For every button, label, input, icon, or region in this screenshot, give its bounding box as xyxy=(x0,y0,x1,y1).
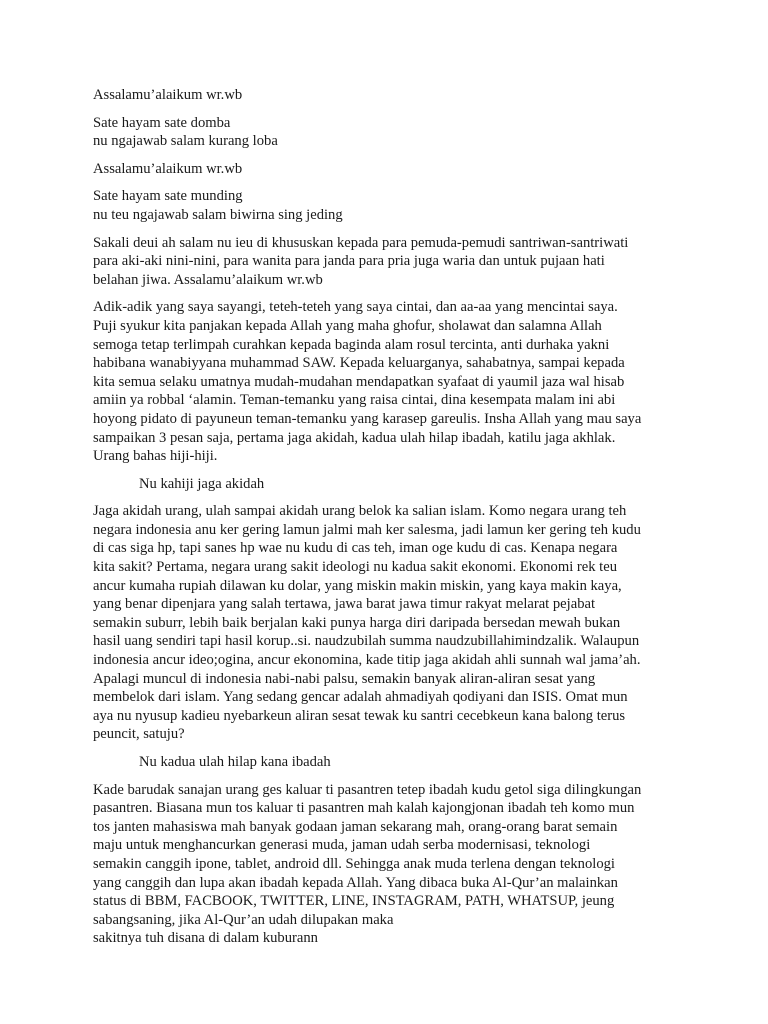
paragraph xyxy=(93,298,693,465)
text-line: di cas siga hp, tapi sanes hp wae nu kudu di cas teh, iman oge kudu di cas. Kenapa negara xyxy=(93,540,618,557)
text-line: pasantren. Biasana mun tos kaluar ti pasantren mah kalah kajongjonan ibadah teh komo mun xyxy=(93,800,635,817)
text-line: status di BBM, FACBOOK, TWITTER, LINE, INSTAGRAM, PATH, WHATSUP, jeung xyxy=(93,893,615,910)
text-line: Urang bahas hiji-hiji. xyxy=(93,448,218,465)
document-page xyxy=(93,86,693,957)
text-line: maju untuk menghancurkan generasi muda, jaman udah serba modernisasi, teknologi xyxy=(93,837,591,854)
text-line: sabangsaning, jika Al-Qur’an udah dilupakan maka xyxy=(93,911,394,928)
text-line: Sate hayam sate munding xyxy=(93,188,243,205)
text-line: belahan jiwa. Assalamu’alaikum wr.wb xyxy=(93,271,323,288)
paragraph xyxy=(93,781,693,948)
text-line: Kade barudak sanajan urang ges kaluar ti pasantren tetep ibadah kudu getol siga dilingkungan xyxy=(93,781,642,798)
text-line: yang benar dipenjara yang salah tertawa, jawa barat jawa timur rakyat melarat pejabat xyxy=(93,596,596,613)
text-line: Sate hayam sate domba xyxy=(93,114,231,131)
text-line: hoyong pidato di payuneun teman-temanku yang karasep gareulis. Insha Allah yang mau saya xyxy=(93,410,642,427)
text-line: Assalamu’alaikum wr.wb xyxy=(93,160,243,177)
text-line: tos janten mahasiswa mah banyak godaan jaman sekarang mah, orang-orang barat semain xyxy=(93,818,618,835)
text-line: Sakali deui ah salam nu ieu di khususkan kepada para pemuda-pemudi santriwan-santriwati xyxy=(93,234,629,251)
text-line: aya nu nyusup kadieu nyebarkeun aliran sesat tewak ku santri cecebkeun kana balong terus xyxy=(93,707,626,724)
paragraph xyxy=(93,160,693,179)
paragraph xyxy=(93,187,693,224)
text-line: Adik-adik yang saya sayangi, teteh-teteh yang saya cintai, dan aa-aa yang mencintai saya. xyxy=(93,299,618,316)
text-line: nu ngajawab salam kurang loba xyxy=(93,133,278,150)
text-line: ancur kumaha rupiah dilawan ku dolar, yang miskin makin miskin, yang kaya makin kaya, xyxy=(93,577,622,594)
text-line: indonesia ancur ideo;ogina, ancur ekonomina, kade titip jaga akidah ahli sunnah wal jama’ah. xyxy=(93,652,641,669)
text-line: semakin canggih ipone, tablet, android dll. Sehingga anak muda terlena dengan teknologi xyxy=(93,855,615,872)
text-line: Nu kahiji jaga akidah xyxy=(139,475,265,492)
text-line: negara indonesia anu ker gering lamun jalmi mah ker salesma, jadi lamun ker gering teh kudu xyxy=(93,521,641,538)
text-line: yang canggih dan lupa akan ibadah kepada Allah. Yang dibaca buka Al-Qur’an malainkan xyxy=(93,874,618,891)
text-line: habibana wanabiyyana muhammad SAW. Kepada keluarganya, sahabatnya, sampai kepada xyxy=(93,355,625,372)
text-line: membelok dari islam. Yang sedang gencar adalah ahmadiyah qodiyani dan ISIS. Omat mun xyxy=(93,689,628,706)
text-line: hasil uang sendiri tapi hasil korup..si. naudzubilah summa naudzubillahimindzalik. Walaupun xyxy=(93,633,640,650)
text-line: kita sakit? Pertama, negara urang sakit ideologi nu kadua sakit ekonomi. Ekonomi rek teu xyxy=(93,559,618,576)
paragraph xyxy=(93,502,693,744)
text-line: para aki-aki nini-nini, para wanita para janda para pria juga waria dan untuk pujaan hati xyxy=(93,253,605,270)
text-line: kita semua selaku umatnya mudah-mudahan mendapatkan syafaat di yaumil jaza wal hisab xyxy=(93,373,625,390)
text-line: sakitnya tuh disana di dalam kuburann xyxy=(93,930,318,947)
text-line: Apalagi muncul di indonesia nabi-nabi palsu, semakin banyak aliran-aliran sesat yang xyxy=(93,670,596,687)
text-line: sampaikan 3 pesan saja, pertama jaga akidah, kadua ulah hilap ibadah, katilu jaga akhlak. xyxy=(93,429,616,446)
section-heading xyxy=(93,475,693,494)
paragraph xyxy=(93,86,693,105)
text-line: nu teu ngajawab salam biwirna sing jeding xyxy=(93,206,343,223)
text-line: Jaga akidah urang, ulah sampai akidah urang belok ka salian islam. Komo negara urang teh xyxy=(93,503,627,520)
text-line: Puji syukur kita panjakan kepada Allah yang maha ghofur, sholawat dan salamna Allah xyxy=(93,317,602,334)
text-line: semoga tetap terlimpah curahkan kepada baginda alam rosul tercinta, anti durhaka yakni xyxy=(93,336,610,353)
paragraph xyxy=(93,234,693,290)
text-line: semakin suburr, lebih baik berjalan kaki punya harga diri daripada bersedan mewah bukan xyxy=(93,614,621,631)
text-line: peuncit, satuju? xyxy=(93,726,185,743)
paragraph xyxy=(93,114,693,151)
text-line: Assalamu’alaikum wr.wb xyxy=(93,87,243,103)
text-line: amiin ya robbal ‘alamin. Teman-temanku yang raisa cintai, dina kesempata malam ini abi xyxy=(93,392,616,409)
section-heading xyxy=(93,753,693,772)
text-line: Nu kadua ulah hilap kana ibadah xyxy=(139,754,331,770)
